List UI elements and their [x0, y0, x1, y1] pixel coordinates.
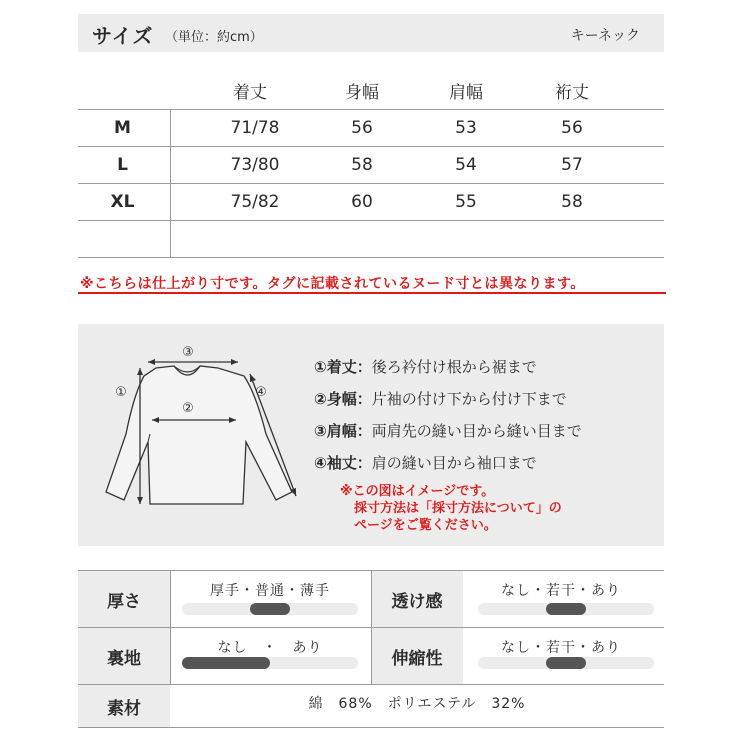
legend-label: ④袖丈	[314, 454, 357, 472]
material-label: 素材	[78, 685, 170, 727]
table-cell: 58	[351, 155, 373, 175]
legend-text: 片袖の付け下から付け下まで	[371, 390, 567, 408]
table-cell: 55	[455, 192, 477, 212]
legend-sep: ：	[356, 358, 372, 376]
table-divider	[78, 183, 664, 184]
table-divider	[78, 257, 664, 258]
legend-label: ②身幅	[314, 390, 357, 408]
legend-shoulder	[314, 420, 582, 441]
legend-sleeve	[314, 452, 537, 473]
stretch-label: 伸縮性	[371, 628, 463, 684]
disclaimer-line: 採寸方法は「採寸方法について」の	[354, 501, 562, 516]
col-header: 身幅	[345, 83, 379, 103]
marker-shoulder: ③	[182, 345, 194, 360]
legend-length	[314, 356, 537, 377]
transparency-indicator	[546, 603, 586, 615]
material-value: 綿 68% ポリエステル 32%	[308, 696, 526, 712]
marker-chest: ②	[182, 401, 194, 416]
disclaimer-line: ※この図はイメージです。	[340, 484, 495, 499]
note-underline	[78, 292, 666, 294]
table-divider	[78, 220, 664, 221]
table-cell: 56	[351, 118, 373, 138]
legend-text: 両肩先の縫い目から縫い目まで	[371, 422, 582, 440]
prop-divider-vertical	[371, 571, 372, 684]
stretch-indicator	[546, 657, 586, 669]
thickness-options: 厚手・普通・薄手	[210, 583, 330, 599]
legend-sep: ：	[356, 422, 372, 440]
thickness-indicator	[250, 603, 290, 615]
transparency-options: なし・若干・あり	[501, 583, 621, 599]
lining-indicator	[182, 657, 270, 669]
legend-text: 後ろ衿付け根から裾まで	[371, 358, 537, 376]
table-cell: 56	[561, 118, 583, 138]
unit-label: （単位：約cm）	[165, 30, 263, 45]
size-title: サイズ	[92, 24, 154, 48]
table-cell: 53	[455, 118, 477, 138]
finished-size-note: ※こちらは仕上がり寸です。タグに記載されているヌード寸とは異なります。	[80, 276, 585, 292]
prop-divider	[78, 727, 664, 728]
col-header: 着丈	[233, 83, 267, 103]
table-cell: 75/82	[230, 192, 280, 212]
legend-text: 肩の縫い目から袖口まで	[371, 454, 537, 472]
transparency-label: 透け感	[371, 571, 463, 627]
col-header: 裄丈	[555, 83, 589, 103]
legend-label: ③肩幅	[314, 422, 357, 440]
size-label: L	[117, 155, 128, 175]
size-label: M	[114, 118, 131, 138]
legend-sep: ：	[356, 454, 372, 472]
col-header: 肩幅	[449, 83, 483, 103]
marker-length: ①	[115, 385, 127, 400]
marker-sleeve: ④	[255, 385, 267, 400]
table-cell: 73/80	[230, 155, 280, 175]
lining-label: 裏地	[78, 628, 170, 684]
stretch-options: なし・若干・あり	[501, 640, 621, 656]
lining-options: なし ・ あり	[217, 640, 323, 656]
table-cell: 57	[561, 155, 583, 175]
prop-divider-vertical	[170, 571, 171, 684]
table-divider	[78, 146, 664, 147]
table-divider	[78, 109, 664, 110]
disclaimer-line: ページをご覧ください。	[354, 518, 497, 533]
table-cell: 60	[351, 192, 373, 212]
table-cell: 71/78	[230, 118, 280, 138]
legend-chest	[314, 388, 567, 409]
table-divider-vertical	[170, 109, 171, 257]
neck-type: キーネック	[570, 28, 640, 44]
size-label: XL	[110, 192, 135, 212]
legend-label: ①着丈	[314, 358, 357, 376]
table-cell: 54	[455, 155, 477, 175]
thickness-label: 厚さ	[78, 571, 170, 627]
shirt-diagram	[78, 324, 308, 546]
legend-sep: ：	[356, 390, 372, 408]
table-cell: 58	[561, 192, 583, 212]
